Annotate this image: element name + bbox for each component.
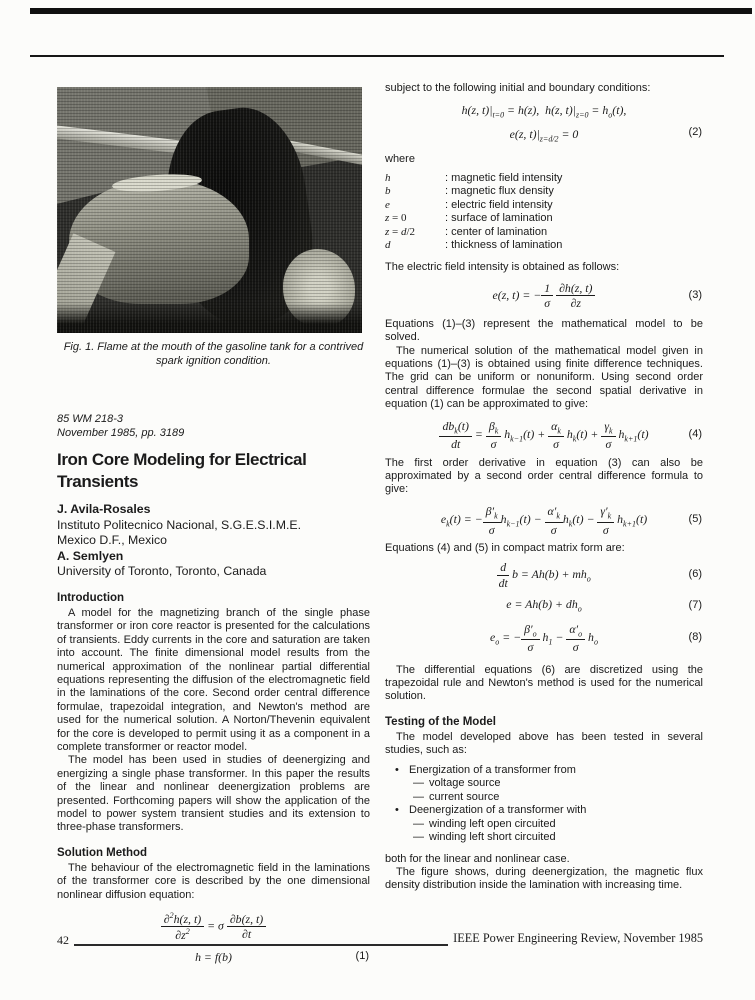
symbol: e	[385, 198, 390, 211]
sub-label: current source	[429, 790, 500, 803]
bullet-label: Energization of a transformer from	[409, 763, 576, 776]
first-order-paragraph: The first order derivative in equation (3) can also be approximated by a second order central difference formula to give:	[385, 456, 703, 496]
figure-description-paragraph: The figure shows, during deenergization, the magnetic flux density distribution inside the lamination with increasing time.	[385, 866, 703, 892]
bullet-item	[385, 804, 703, 818]
equation-1-sub: h = f(b)	[195, 949, 232, 964]
figure-photo	[57, 87, 362, 333]
symbol: z = d/2	[385, 225, 416, 238]
section-heading-solution-method: Solution Method	[57, 846, 148, 859]
definition: : magnetic field intensity	[445, 171, 563, 184]
author-name: J. Avila-Rosales	[57, 502, 151, 516]
equation-1	[57, 912, 370, 964]
efield-intro: The electric field intensity is obtained as follows:	[385, 260, 620, 273]
section-heading-testing: Testing of the Model	[385, 715, 496, 728]
equation-6	[385, 561, 703, 589]
bullet-icon: •	[395, 763, 399, 776]
equation-2-number: (2)	[688, 125, 702, 138]
left-column	[57, 87, 370, 964]
definition-row	[385, 226, 703, 240]
definition-row	[385, 185, 703, 199]
equation-4-body: $\frac{db_k(t)}{dt}$ = $\frac{\beta_k}{\sigma}$ $h_{k-1}(t)$ + $\frac{\alpha_k}{\sigma}$ $h_k(t)$ + $\frac{\gamma_k}{\sigma}$ $h_{k+1}(t)$	[439, 427, 648, 441]
paper-id: 85 WM 218-3	[57, 413, 124, 425]
definition: : electric field intensity	[445, 198, 553, 211]
both-cases-paragraph: both for the linear and nonlinear case.	[385, 852, 570, 865]
figure-caption: Fig. 1. Flame at the mouth of the gasoline tank for a contrived spark ignition condition.	[63, 341, 364, 367]
equation-2	[385, 103, 703, 144]
sub-label: winding left open circuited	[429, 817, 556, 830]
bullet-sub-item	[385, 777, 703, 791]
equation-7	[385, 597, 703, 614]
where-label: where	[385, 153, 415, 166]
equation-4	[385, 420, 703, 451]
bullet-icon: •	[395, 804, 399, 817]
top-thick-rule	[30, 8, 752, 14]
author-affiliation: Instituto Politecnico Nacional, S.G.E.S.I.M.E.	[57, 517, 301, 532]
author-affiliation: University of Toronto, Toronto, Canada	[57, 564, 267, 579]
equation-8	[385, 623, 703, 654]
bullet-label: Deenergization of a transformer with	[409, 804, 587, 817]
definition: : center of lamination	[445, 225, 548, 238]
equation-3-body: e(z, t) = − $\frac{1}{\sigma}$ $\frac{\partial h(z, t)}{\partial z}$	[493, 288, 596, 302]
sub-label: winding left short circuited	[429, 831, 556, 844]
definition-row	[385, 172, 703, 186]
intro-paragraph-2: The model has been used in studies of deenergizing and energizing a single phase transformer. In this paper the results of the linear and nonlinear deenergization problems are presented. Forthcoming papers will show the application of the model to power system transient studies and its extension to three-phase transformers.	[57, 754, 370, 834]
numerical-solution-paragraph: The numerical solution of the mathematical model given in equations (1)–(3) is obtained using finite difference techniques. The grid can be uniform or nonuniform. Using second order central difference formulae the second spatial derivative in equation (1) can be approximated to give:	[385, 344, 703, 411]
dash-icon: —	[413, 777, 424, 790]
paper-meta	[57, 412, 370, 440]
dash-icon: —	[413, 831, 424, 844]
symbol: h	[385, 171, 391, 184]
bullet-sub-item	[385, 791, 703, 805]
paper-title: Iron Core Modeling for Electrical Transients	[57, 450, 307, 491]
author-affiliation: Mexico D.F., Mexico	[57, 533, 168, 548]
intro-paragraph-1: A model for the magnetizing branch of the single phase transformer or iron core reactor is presented for the calculations of transients. Eddy currents in the core and saturation are taken into account. The finite dimensional model results from the numerical approximation of the nonlinear partial differential equations representing the diffusion of the electromagnetic field in the laminations of the core. Second order central difference formulae, trapezoidal integration, and Newton's method are used for the numerical solution. A Norton/Thevenin equivalent for the core is developed to permit using it as a component in a complete transformer or reactor model.	[57, 606, 370, 754]
definition: : thickness of lamination	[445, 239, 563, 252]
equation-1-number: (1)	[355, 950, 369, 963]
equation-3	[385, 282, 703, 310]
paper-issue: November 1985, pp. 3189	[57, 427, 185, 439]
definition-row	[385, 239, 703, 253]
definition-row	[385, 212, 703, 226]
symbol: d	[385, 239, 391, 252]
equation-6-body: $\frac{d}{dt}$ $b = Ah(b) + mh_o$	[498, 560, 591, 590]
section-heading-introduction: Introduction	[57, 591, 125, 604]
testing-bullet-list	[385, 764, 703, 845]
discretization-paragraph: The differential equations (6) are discretized using the trapezoidal rule and Newton's method is used for the numerical solution.	[385, 663, 703, 703]
model-summary-paragraph: Equations (1)–(3) represent the mathematical model to be solved.	[385, 317, 703, 344]
symbol: z = 0	[385, 212, 407, 225]
boundary-conditions-intro: subject to the following initial and boundary conditions:	[385, 82, 651, 94]
equation-2-line2: e(z, $t)|_{z=d/2} = 0$	[509, 126, 579, 144]
testing-paragraph: The model developed above has been tested in several studies, such as:	[385, 730, 703, 757]
equation-1-main: $\frac{\partial^2h(z, t)}{\partial z^2}$ = σ $\frac{\partial b(z, t)}{\partial t}$	[57, 912, 370, 942]
right-column	[385, 82, 703, 893]
equation-5-body: $e_k(t)$ = − $\frac{\beta'_k}{\sigma}$ $h_{k-1}(t)$ − $\frac{\alpha'_k}{\sigma}$ $h_k(t)$ − $\frac{\gamma'_k}{\sigma}$ $h_{k+1}(t)$	[440, 503, 648, 537]
bullet-sub-item	[385, 818, 703, 832]
equation-8-body: $e_o$ = − $\frac{\beta'_o}{\sigma}$ $h_1$ − $\frac{\alpha'_o}{\sigma}$ $h_o$	[490, 621, 598, 655]
equation-4-number: (4)	[688, 428, 702, 441]
symbol: b	[385, 185, 391, 198]
photo-halftone-texture	[57, 87, 362, 333]
equation-8-number: (8)	[688, 631, 702, 644]
footer-page-number: 42	[57, 933, 69, 947]
equation-2-line1: h(z, $t)|_{t=0} = h(z)$, h(z, $t)|_{z=0} = h_o(t)$,	[461, 103, 627, 120]
definition: : magnetic flux density	[445, 185, 554, 198]
authors-block	[57, 502, 370, 580]
definition-row	[385, 199, 703, 213]
definition: : surface of lamination	[445, 212, 553, 225]
equation-7-body: $e = Ah(b) + dh_o$	[506, 597, 582, 614]
footer-rule	[74, 944, 448, 946]
dash-icon: —	[413, 790, 424, 803]
footer-journal-title: IEEE Power Engineering Review, November 1985	[453, 931, 703, 945]
bullet-sub-item	[385, 831, 703, 845]
equation-7-number: (7)	[688, 598, 702, 611]
bullet-item	[385, 764, 703, 778]
compact-form-paragraph: Equations (4) and (5) in compact matrix form are:	[385, 542, 625, 554]
equation-5-number: (5)	[688, 513, 702, 526]
solution-paragraph: The behaviour of the electromagnetic field in the laminations of the transformer core is described by the one dimensional nonlinear diffusion equation:	[57, 861, 370, 901]
symbol-definition-list	[385, 172, 703, 253]
dash-icon: —	[413, 817, 424, 830]
sub-label: voltage source	[429, 777, 501, 790]
top-thin-rule	[30, 55, 724, 57]
author-name: A. Semlyen	[57, 548, 124, 563]
equation-6-number: (6)	[688, 568, 702, 581]
equation-3-number: (3)	[688, 288, 702, 301]
equation-5	[385, 505, 703, 536]
